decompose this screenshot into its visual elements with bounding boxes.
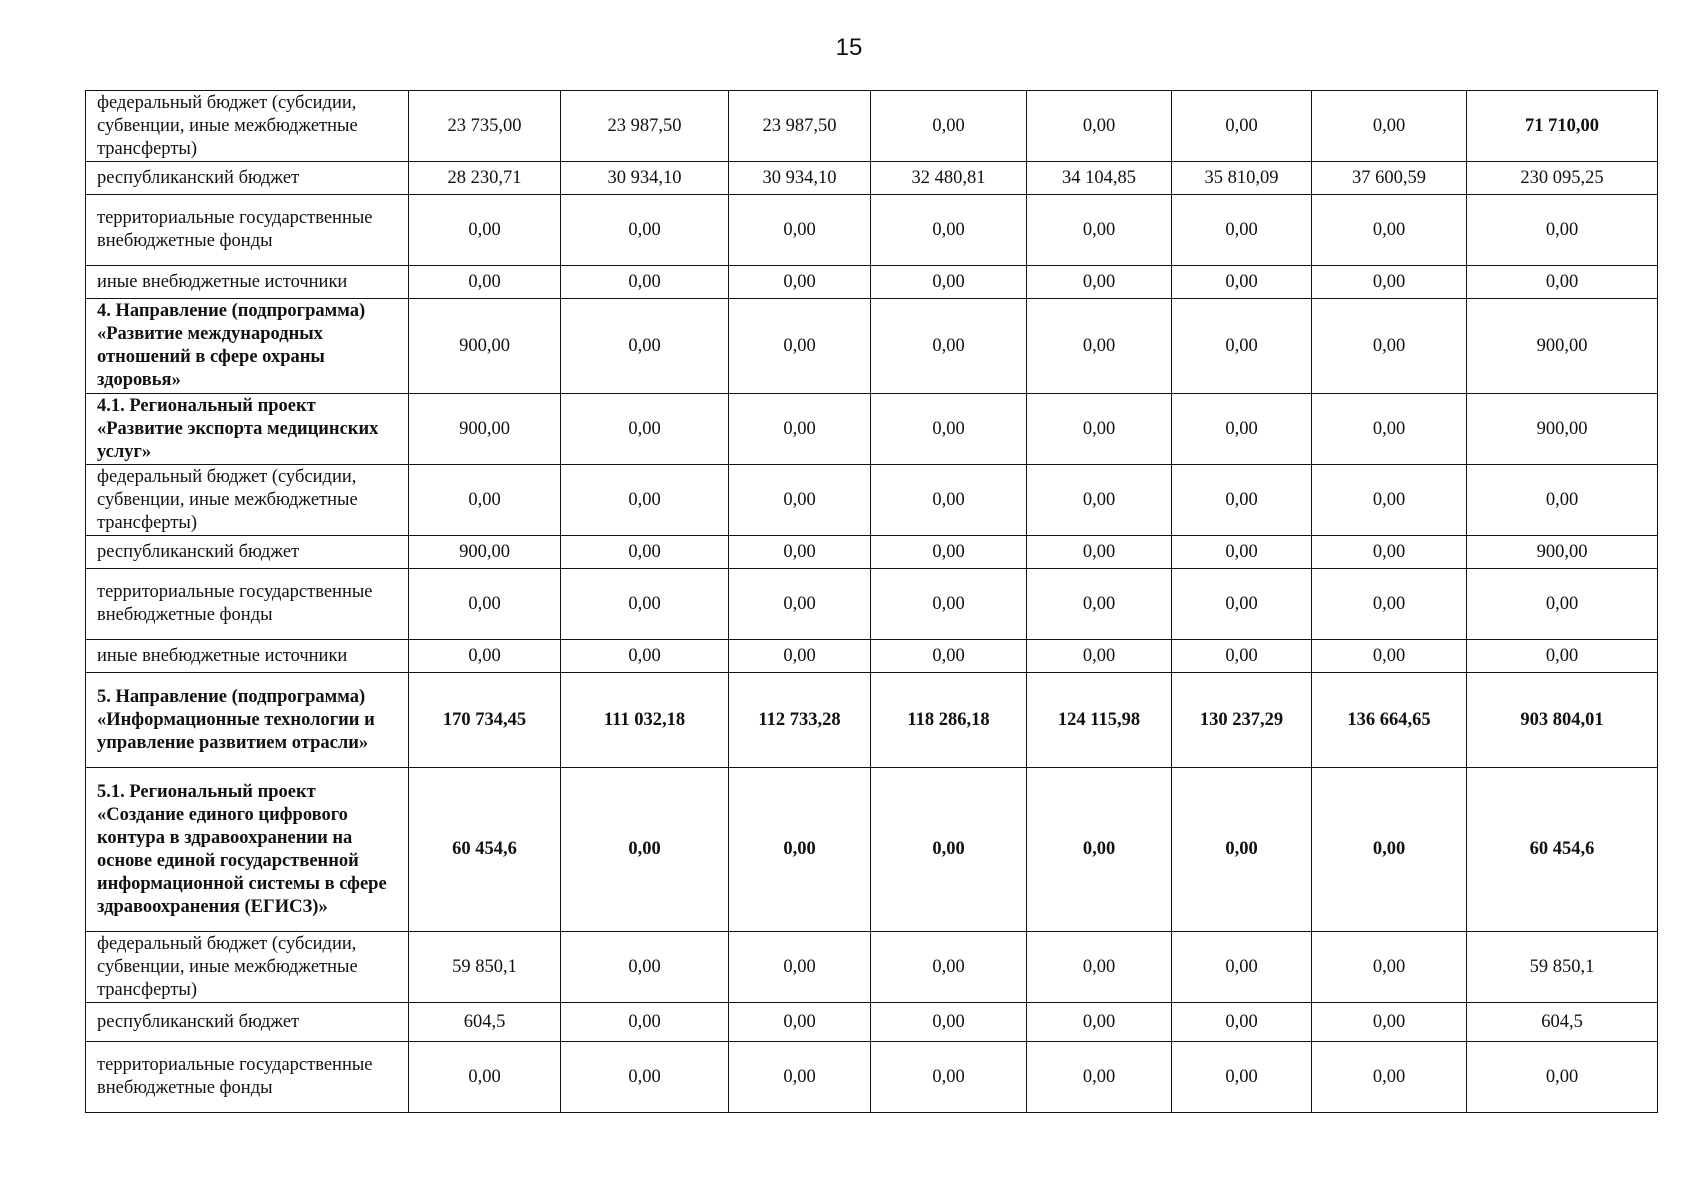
value-cell: 0,00 <box>561 932 729 1003</box>
value-cell: 0,00 <box>1312 932 1467 1003</box>
table-row <box>86 91 1658 162</box>
table-row <box>86 536 1658 569</box>
value-cell: 0,00 <box>1312 266 1467 299</box>
value-cell: 604,5 <box>409 1003 561 1042</box>
value-cell: 118 286,18 <box>871 673 1027 768</box>
total-cell: 604,5 <box>1467 1003 1658 1042</box>
value-cell: 0,00 <box>871 768 1027 932</box>
value-cell: 130 237,29 <box>1172 673 1312 768</box>
total-cell: 900,00 <box>1467 299 1658 394</box>
total-cell: 0,00 <box>1467 569 1658 640</box>
value-cell: 0,00 <box>561 768 729 932</box>
value-cell: 0,00 <box>409 1042 561 1113</box>
value-cell: 0,00 <box>729 640 871 673</box>
table-row <box>86 162 1658 195</box>
value-cell: 0,00 <box>871 1042 1027 1113</box>
value-cell: 0,00 <box>729 1042 871 1113</box>
value-cell: 0,00 <box>871 91 1027 162</box>
value-cell: 0,00 <box>1027 465 1172 536</box>
value-cell: 28 230,71 <box>409 162 561 195</box>
value-cell: 60 454,6 <box>409 768 561 932</box>
value-cell: 0,00 <box>1172 465 1312 536</box>
value-cell: 0,00 <box>1312 1003 1467 1042</box>
value-cell: 0,00 <box>1027 1003 1172 1042</box>
value-cell: 0,00 <box>1312 465 1467 536</box>
value-cell: 0,00 <box>729 465 871 536</box>
row-label: территориальные государственные внебюджетные фонды <box>86 569 409 640</box>
row-label: иные внебюджетные источники <box>86 266 409 299</box>
page-number: 15 <box>835 34 863 61</box>
value-cell: 0,00 <box>871 394 1027 465</box>
value-cell: 0,00 <box>729 768 871 932</box>
value-cell: 23 987,50 <box>729 91 871 162</box>
row-label: 5. Направление (подпрограмма) «Информационные технологии и управление развитием отрасли» <box>86 673 409 768</box>
table-row <box>86 932 1658 1003</box>
total-cell: 0,00 <box>1467 640 1658 673</box>
value-cell: 112 733,28 <box>729 673 871 768</box>
value-cell: 59 850,1 <box>409 932 561 1003</box>
value-cell: 0,00 <box>871 569 1027 640</box>
value-cell: 0,00 <box>1027 1042 1172 1113</box>
total-cell: 0,00 <box>1467 465 1658 536</box>
value-cell: 0,00 <box>409 640 561 673</box>
value-cell: 0,00 <box>1172 266 1312 299</box>
row-label: федеральный бюджет (субсидии, субвенции, иные межбюджетные трансферты) <box>86 91 409 162</box>
table-row <box>86 299 1658 394</box>
value-cell: 32 480,81 <box>871 162 1027 195</box>
total-cell: 900,00 <box>1467 536 1658 569</box>
value-cell: 0,00 <box>561 569 729 640</box>
value-cell: 0,00 <box>561 536 729 569</box>
value-cell: 0,00 <box>1312 195 1467 266</box>
total-cell: 903 804,01 <box>1467 673 1658 768</box>
value-cell: 0,00 <box>871 640 1027 673</box>
value-cell: 0,00 <box>561 266 729 299</box>
value-cell: 0,00 <box>1312 394 1467 465</box>
value-cell: 0,00 <box>1027 536 1172 569</box>
value-cell: 0,00 <box>1172 640 1312 673</box>
value-cell: 136 664,65 <box>1312 673 1467 768</box>
value-cell: 0,00 <box>409 569 561 640</box>
value-cell: 0,00 <box>871 1003 1027 1042</box>
value-cell: 0,00 <box>1027 394 1172 465</box>
value-cell: 0,00 <box>409 266 561 299</box>
row-label: федеральный бюджет (субсидии, субвенции, иные межбюджетные трансферты) <box>86 932 409 1003</box>
total-cell: 0,00 <box>1467 1042 1658 1113</box>
row-label: иные внебюджетные источники <box>86 640 409 673</box>
row-label: 4.1. Региональный проект «Развитие экспорта медицинских услуг» <box>86 394 409 465</box>
value-cell: 0,00 <box>871 299 1027 394</box>
value-cell: 0,00 <box>1027 640 1172 673</box>
row-label: республиканский бюджет <box>86 536 409 569</box>
value-cell: 0,00 <box>871 536 1027 569</box>
table-row <box>86 394 1658 465</box>
value-cell: 34 104,85 <box>1027 162 1172 195</box>
budget-table <box>85 90 1658 1113</box>
total-cell: 71 710,00 <box>1467 91 1658 162</box>
value-cell: 30 934,10 <box>561 162 729 195</box>
value-cell: 0,00 <box>1027 932 1172 1003</box>
row-label: республиканский бюджет <box>86 1003 409 1042</box>
value-cell: 900,00 <box>409 536 561 569</box>
total-cell: 59 850,1 <box>1467 932 1658 1003</box>
value-cell: 0,00 <box>871 266 1027 299</box>
value-cell: 0,00 <box>1172 932 1312 1003</box>
total-cell: 0,00 <box>1467 195 1658 266</box>
value-cell: 0,00 <box>1027 299 1172 394</box>
table-row <box>86 1042 1658 1113</box>
value-cell: 0,00 <box>729 394 871 465</box>
table-row <box>86 768 1658 932</box>
value-cell: 0,00 <box>1312 299 1467 394</box>
value-cell: 900,00 <box>409 299 561 394</box>
value-cell: 0,00 <box>1312 1042 1467 1113</box>
table-row <box>86 1003 1658 1042</box>
row-label: 5.1. Региональный проект «Создание единого цифрового контура в здравоохранении на основе единой государственной информационной системы в сфере здравоохранения (ЕГИСЗ)» <box>86 768 409 932</box>
value-cell: 0,00 <box>561 640 729 673</box>
value-cell: 0,00 <box>1312 640 1467 673</box>
total-cell: 230 095,25 <box>1467 162 1658 195</box>
row-label: территориальные государственные внебюджетные фонды <box>86 195 409 266</box>
value-cell: 0,00 <box>729 195 871 266</box>
value-cell: 0,00 <box>871 465 1027 536</box>
value-cell: 0,00 <box>1172 1042 1312 1113</box>
value-cell: 0,00 <box>1172 299 1312 394</box>
value-cell: 0,00 <box>1312 569 1467 640</box>
value-cell: 30 934,10 <box>729 162 871 195</box>
value-cell: 0,00 <box>561 465 729 536</box>
table-row <box>86 195 1658 266</box>
value-cell: 0,00 <box>729 299 871 394</box>
value-cell: 0,00 <box>1312 768 1467 932</box>
row-label: федеральный бюджет (субсидии, субвенции, иные межбюджетные трансферты) <box>86 465 409 536</box>
row-label: 4. Направление (подпрограмма) «Развитие международных отношений в сфере охраны здоровья» <box>86 299 409 394</box>
value-cell: 0,00 <box>1172 195 1312 266</box>
value-cell: 0,00 <box>1172 536 1312 569</box>
budget-table-body <box>86 91 1658 1113</box>
table-row <box>86 266 1658 299</box>
value-cell: 0,00 <box>561 1042 729 1113</box>
value-cell: 23 987,50 <box>561 91 729 162</box>
total-cell: 0,00 <box>1467 266 1658 299</box>
value-cell: 0,00 <box>871 932 1027 1003</box>
total-cell: 900,00 <box>1467 394 1658 465</box>
value-cell: 111 032,18 <box>561 673 729 768</box>
value-cell: 900,00 <box>409 394 561 465</box>
value-cell: 37 600,59 <box>1312 162 1467 195</box>
value-cell: 0,00 <box>1172 394 1312 465</box>
value-cell: 0,00 <box>1027 91 1172 162</box>
value-cell: 0,00 <box>1312 91 1467 162</box>
table-row <box>86 569 1658 640</box>
table-row <box>86 673 1658 768</box>
value-cell: 0,00 <box>1027 195 1172 266</box>
value-cell: 0,00 <box>561 394 729 465</box>
value-cell: 0,00 <box>1312 536 1467 569</box>
value-cell: 0,00 <box>871 195 1027 266</box>
row-label: республиканский бюджет <box>86 162 409 195</box>
value-cell: 0,00 <box>1172 569 1312 640</box>
value-cell: 0,00 <box>729 569 871 640</box>
value-cell: 0,00 <box>1172 1003 1312 1042</box>
value-cell: 0,00 <box>1027 266 1172 299</box>
total-cell: 60 454,6 <box>1467 768 1658 932</box>
value-cell: 0,00 <box>729 536 871 569</box>
value-cell: 0,00 <box>561 195 729 266</box>
value-cell: 0,00 <box>561 1003 729 1042</box>
value-cell: 0,00 <box>1172 768 1312 932</box>
value-cell: 35 810,09 <box>1172 162 1312 195</box>
value-cell: 0,00 <box>1027 569 1172 640</box>
table-row <box>86 640 1658 673</box>
value-cell: 0,00 <box>729 1003 871 1042</box>
value-cell: 0,00 <box>409 195 561 266</box>
value-cell: 0,00 <box>729 266 871 299</box>
value-cell: 0,00 <box>409 465 561 536</box>
value-cell: 170 734,45 <box>409 673 561 768</box>
value-cell: 0,00 <box>729 932 871 1003</box>
value-cell: 23 735,00 <box>409 91 561 162</box>
value-cell: 124 115,98 <box>1027 673 1172 768</box>
row-label: территориальные государственные внебюджетные фонды <box>86 1042 409 1113</box>
value-cell: 0,00 <box>561 299 729 394</box>
value-cell: 0,00 <box>1027 768 1172 932</box>
value-cell: 0,00 <box>1172 91 1312 162</box>
table-row <box>86 465 1658 536</box>
